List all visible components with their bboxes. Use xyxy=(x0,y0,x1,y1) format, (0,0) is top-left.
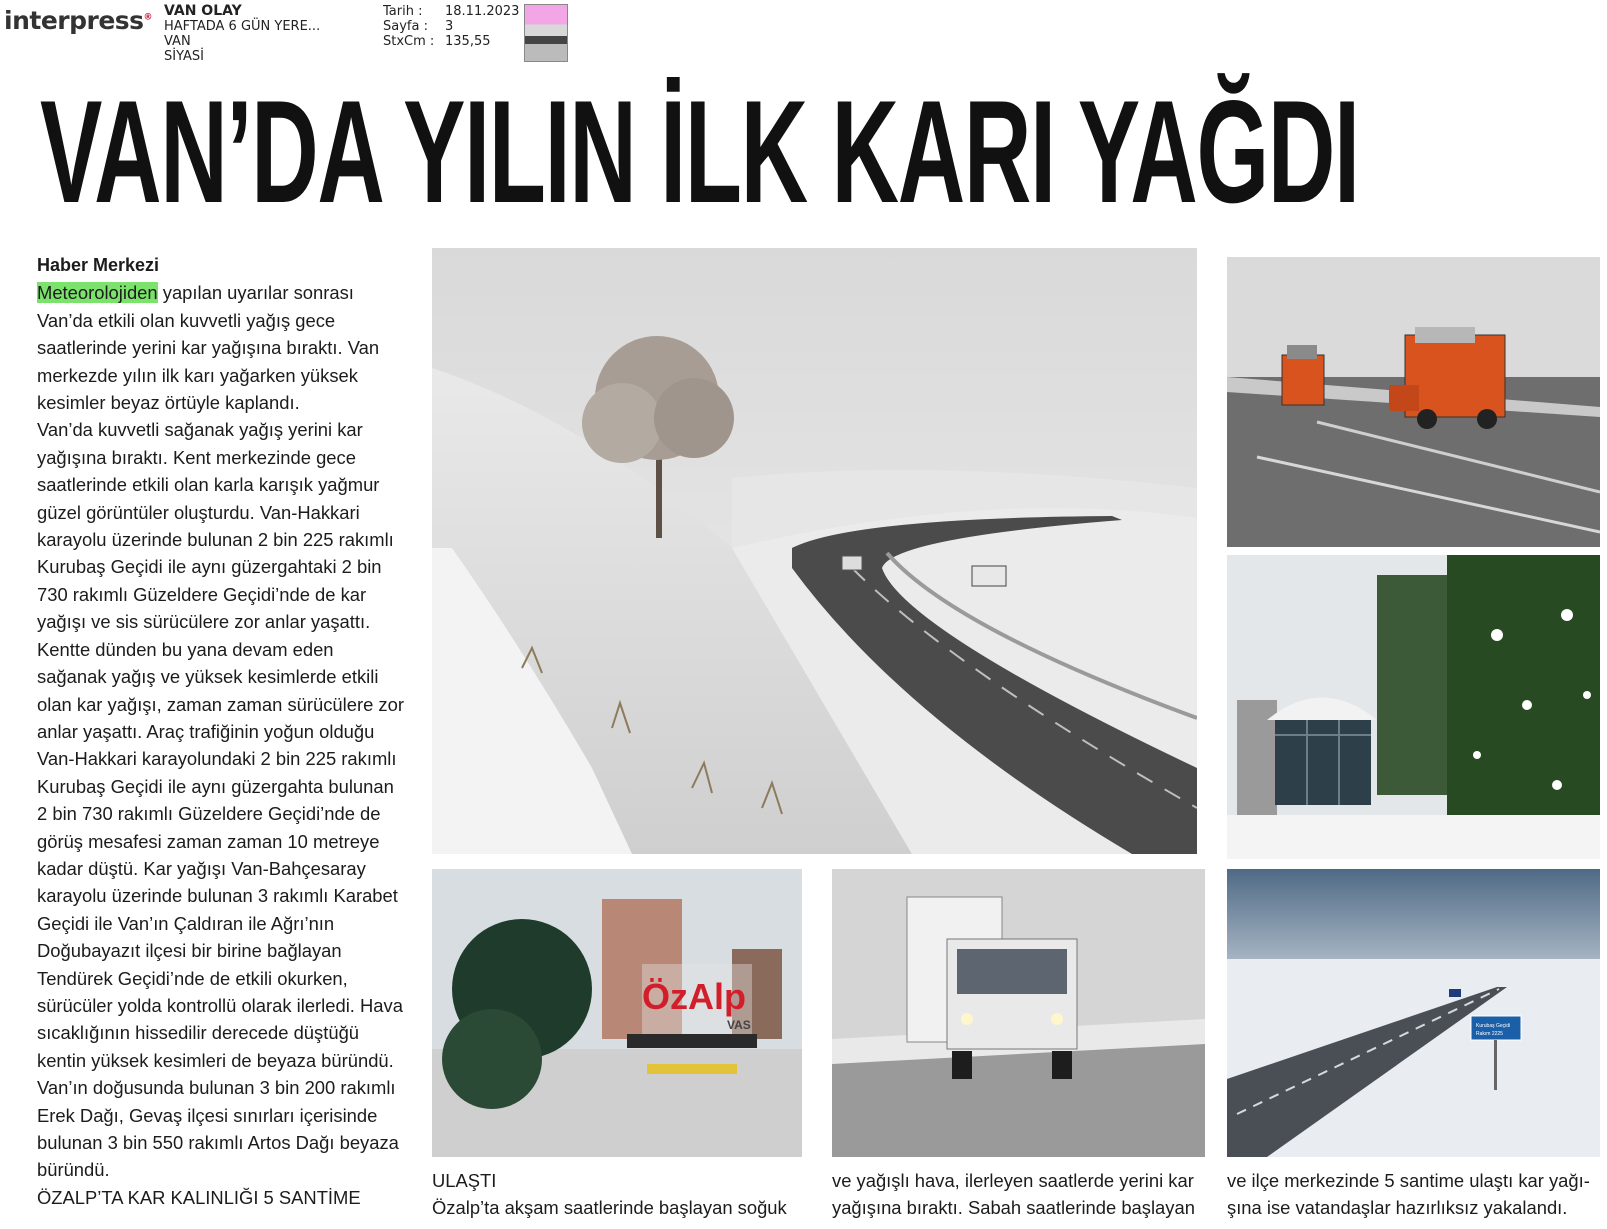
meta-value: 18.11.2023 xyxy=(445,4,520,19)
caption-2 xyxy=(832,1167,1205,1222)
headline: VAN’DA YILIN İLK KARI YAĞDI xyxy=(40,70,1359,233)
caption-2-line-1: ve yağışlı hava, ilerleyen saatlerde yerini kar xyxy=(832,1170,1194,1191)
brand-name: interpress xyxy=(4,6,144,35)
brand-logo xyxy=(4,6,152,35)
meta-value: 3 xyxy=(445,19,454,34)
meta-key: Tarih : xyxy=(383,4,423,19)
paragraph-1-text: yapılan uyarılar sonrası Van’da etkili olan kuvvetli yağış gece saatlerinde yerini kar yağışına bıraktı. Van merkezde yılın ilk karı yağarken yüksek kesimler beyaz örtüyle kaplandı. xyxy=(37,282,380,414)
meta-key: StxCm : xyxy=(383,34,435,49)
road-sign-line-1: Kurubaş Geçidi xyxy=(1476,1023,1511,1029)
paragraph-3: Kentte dünden bu yana devam eden sağanak yağış ve yüksek kesimlerde etkili olan kar yağışı, zaman zaman sürücülere zor anlar yaşattı. Araç trafiğinin yoğun olduğu Van-Hakkari karayolundaki 2 bin 225 rakımlı Kurubaş Geçidi ile aynı güzergahta bulunan 2 bin 730 rakımlı Güzeldere Geçidi’nde de görüş mesafesi zaman zaman 10 metreye kadar düştü. Kar yağışı Van-Bahçesaray karayolu üzerinde bulunan 3 rakımlı Karabet Geçidi ile Van’ın Çaldıran ile Ağrı’nın Doğubayazıt ilçesi bir birine bağlayan Tendürek Geçidi’nde de etkili okurken, sürücüler yolda kontrollü olarak ilerledi. Hava sıcaklığının hissedilir derecede düştüğü kentin yüksek kesimleri de beyaza büründü. Van’ın doğusunda bulunan 3 bin 200 rakımlı Erek Dağı, Gevaş ilçesi sınırları içerisinde bulunan 3 bin 550 rakımlı Artos Dağı beyaza büründü. xyxy=(37,638,404,1181)
registered-mark: ® xyxy=(143,12,153,23)
article-column xyxy=(37,252,407,1211)
publication-info xyxy=(164,4,320,64)
caption-3-line-2: şına ise vatandaşlar hazırlıksız yakalandı. xyxy=(1227,1197,1568,1219)
publication-name: VAN OLAY xyxy=(164,3,242,19)
caption-3 xyxy=(1227,1167,1600,1222)
byline: Haber Merkezi xyxy=(37,255,160,275)
publication-section: SİYASİ xyxy=(164,49,204,64)
caption-3-line-1: ve ilçe merkezinde 5 santime ulaştı kar yağı- xyxy=(1227,1170,1590,1191)
paragraph-1 xyxy=(37,279,407,416)
caption-2-line-2: yağışına bıraktı. Sabah saatlerinde başlayan xyxy=(832,1197,1195,1219)
photo-ozalp-sign xyxy=(432,869,802,1157)
photo-truck xyxy=(832,869,1205,1157)
meta-row xyxy=(383,19,519,34)
meta-row xyxy=(383,4,519,19)
publication-frequency: HAFTADA 6 GÜN YERE... xyxy=(164,19,321,34)
meta-row xyxy=(383,34,519,49)
highlighted-term: Meteorolojiden xyxy=(37,282,158,304)
page-thumbnail[interactable] xyxy=(524,4,568,62)
meta-value: 135,55 xyxy=(445,34,491,49)
caption-1 xyxy=(432,1167,802,1222)
photo-gazebo xyxy=(1227,555,1600,859)
photo-snowplows xyxy=(1227,257,1600,547)
photo-mountain-road xyxy=(432,248,1197,854)
meta-key: Sayfa : xyxy=(383,19,428,34)
caption-1-line-1: ULAŞTI xyxy=(432,1170,497,1191)
subheading: ÖZALP’TA KAR KALINLIĞI 5 SANTİME xyxy=(37,1186,361,1208)
sign-text: ÖzAlp xyxy=(642,976,746,1017)
paragraph-2: Van’da kuvvetli sağanak yağış yerini kar yağışına bıraktı. Kent merkezinde gece saatlerinde etkili olan karla karışık yağmur güzel görüntüler oluşturdu. Van-Hakkari karayolu üzerinde bulunan 2 bin 225 rakımlı Kurubaş Geçidi ile aynı güzergahtaki 2 bin 730 rakımlı Güzeldere Geçidi’nde de kar yağışı ve sis sürücülere zor anlar yaşattı. xyxy=(37,419,394,633)
sign-sub-text: VAS xyxy=(727,1018,751,1032)
caption-1-line-2: Özalp’ta akşam saatlerinde başlayan soğuk xyxy=(432,1197,787,1219)
photo-pass-sign xyxy=(1227,869,1600,1157)
road-sign-line-2: Rakım 2225 xyxy=(1476,1031,1503,1037)
publication-city: VAN xyxy=(164,34,191,49)
clipping-meta xyxy=(383,4,519,49)
